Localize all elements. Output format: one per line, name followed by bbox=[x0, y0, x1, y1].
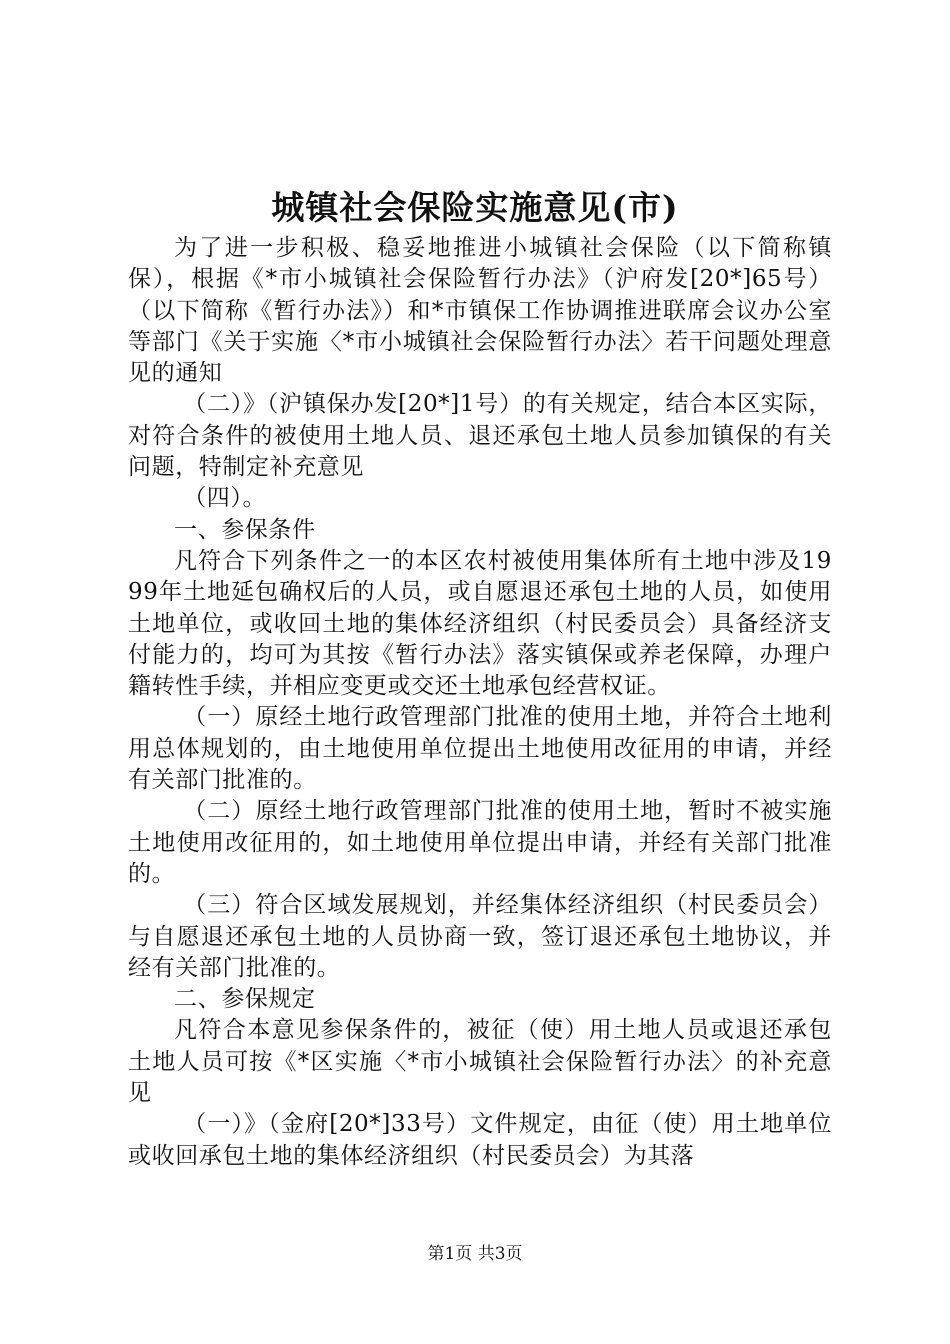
document-title: 城镇社会保险实施意见(市) bbox=[271, 188, 679, 227]
paragraph: （三）符合区域发展规划，并经集体经济组织（村民委员会）与自愿退还承包土地的人员协商一致，签订退还承包土地协议，并经有关部门批准的。 bbox=[128, 892, 832, 981]
paragraph: 为了进一步积极、稳妥地推进小城镇社会保险（以下简称镇保），根据《*市小城镇社会保险暂行办法》（沪府发[20*]65号）（以下简称《暂行办法》）和*市镇保工作协调推进联席会议办公室等部门《关于实施〈*市小城镇社会保险暂行办法〉若干问题处理意见的通知 bbox=[128, 235, 832, 387]
paragraph: （一）原经土地行政管理部门批准的使用土地，并符合土地利用总体规划的，由土地使用单位提出土地使用改征用的申请，并经有关部门批准的。 bbox=[128, 704, 832, 794]
paragraph: 凡符合下列条件之一的本区农村被使用集体所有土地中涉及1999年土地延包确权后的人员，或自愿退还承包土地的人员，如使用土地单位，或收回土地的集体经济组织（村民委员会）具备经济支付能力的，均可为其按《暂行办法》落实镇保或养老保障，办理户籍转性手续，并相应变更或交还土地承包经营权证。 bbox=[128, 547, 832, 700]
paragraph: （一）》（金府[20*]33号）文件规定，由征（使）用土地单位或收回承包土地的集体经济组织（村民委员会）为其落 bbox=[128, 1111, 832, 1169]
page-footer: 第1页 共3页 bbox=[427, 1244, 523, 1264]
document-body bbox=[128, 233, 832, 1172]
paragraph: 凡符合本意见参保条件的，被征（使）用土地人员或退还承包土地人员可按《*区实施〈*市小城镇社会保险暂行办法〉的补充意见 bbox=[128, 1017, 832, 1107]
section-heading: 一、参保条件 bbox=[174, 516, 316, 543]
paragraph: （二）原经土地行政管理部门批准的使用土地，暂时不被实施土地使用改征用的，如土地使用单位提出申请，并经有关部门批准的。 bbox=[128, 798, 832, 887]
paragraph: （二）》（沪镇保办发[20*]1号）的有关规定，结合本区实际，对符合条件的被使用土地人员、退还承包土地人员参加镇保的有关问题，特制定补充意见 bbox=[128, 391, 832, 481]
section-heading: 二、参保规定 bbox=[174, 986, 316, 1013]
paragraph: （四）。 bbox=[183, 485, 267, 512]
